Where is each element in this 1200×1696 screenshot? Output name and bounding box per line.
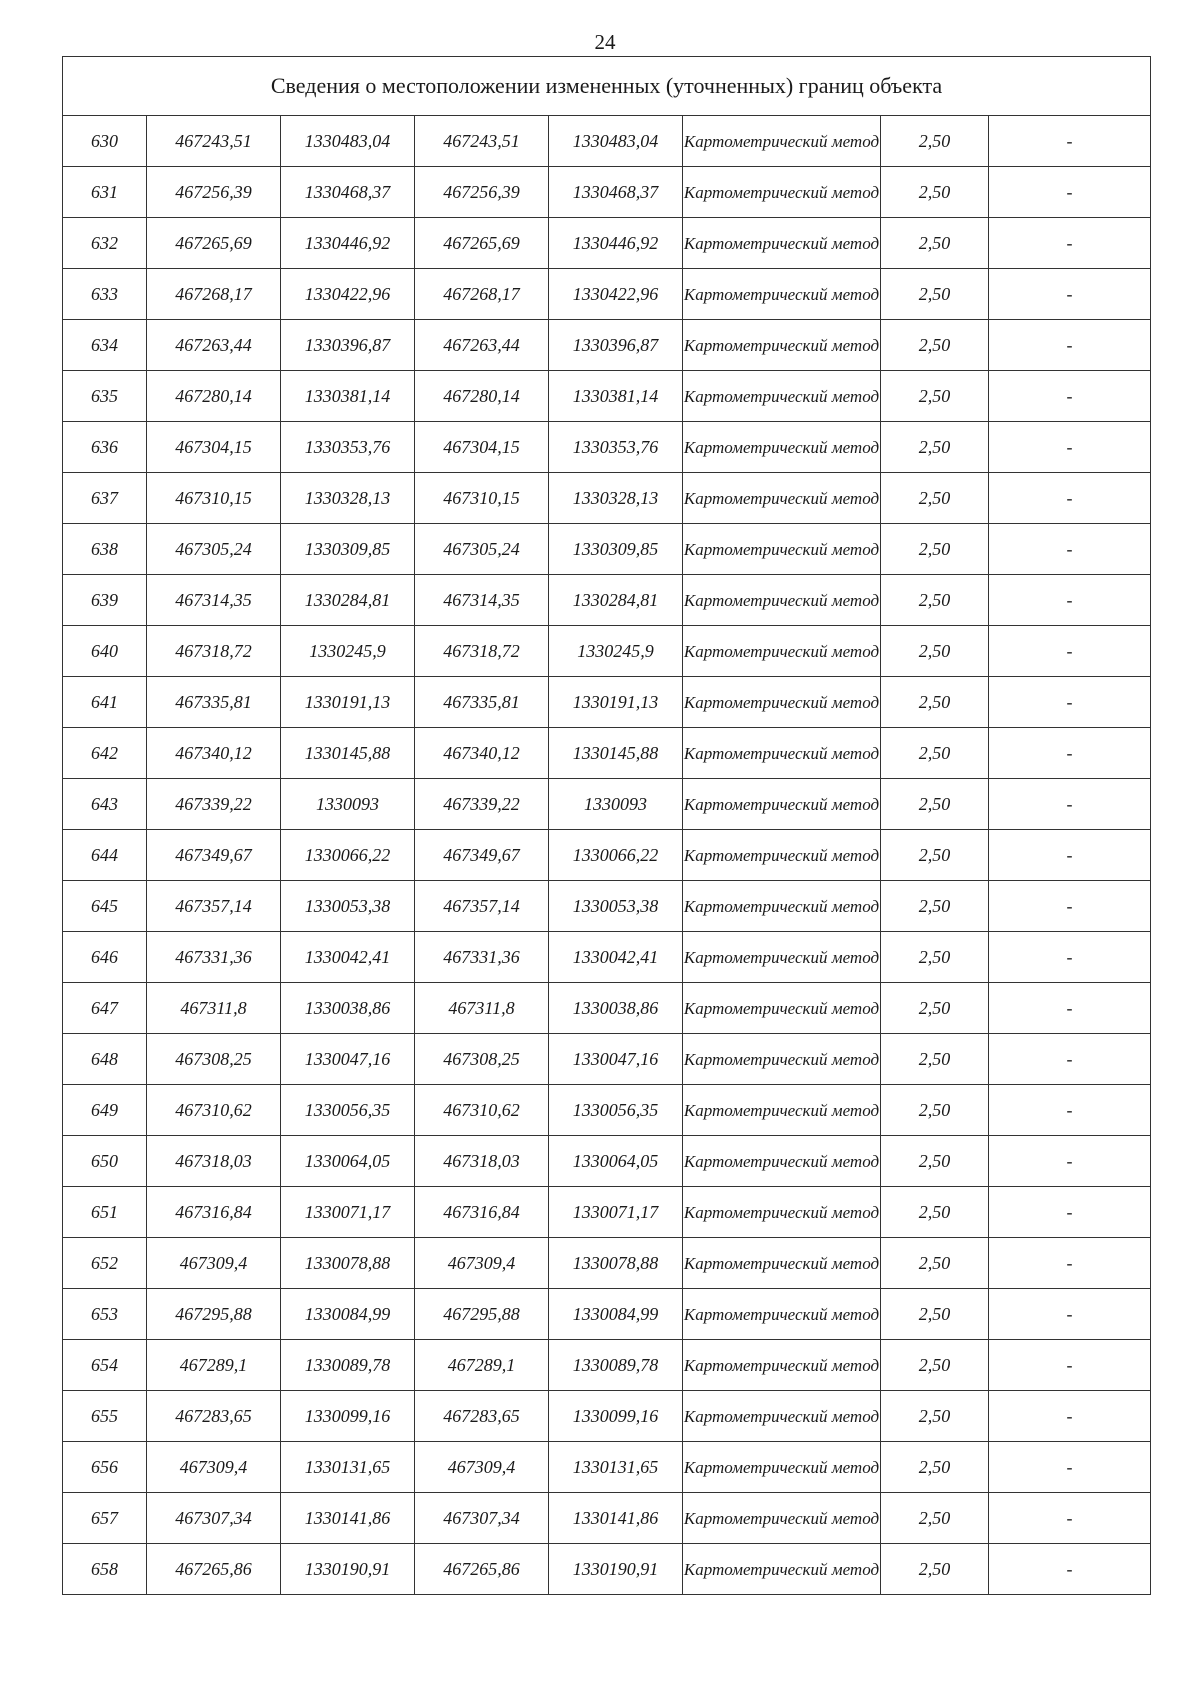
accuracy-cell: 2,50 bbox=[881, 830, 989, 881]
description-cell: - bbox=[989, 218, 1151, 269]
description-cell: - bbox=[989, 881, 1151, 932]
method-cell: Картометрический метод bbox=[683, 1289, 881, 1340]
description-cell: - bbox=[989, 932, 1151, 983]
table-row bbox=[63, 473, 1151, 524]
accuracy-cell: 2,50 bbox=[881, 983, 989, 1034]
table-row bbox=[63, 167, 1151, 218]
accuracy-cell: 2,50 bbox=[881, 473, 989, 524]
table-row bbox=[63, 1544, 1151, 1595]
y-existing-cell: 1330328,13 bbox=[281, 473, 415, 524]
y-new-cell: 1330089,78 bbox=[549, 1340, 683, 1391]
y-new-cell: 1330056,35 bbox=[549, 1085, 683, 1136]
method-cell: Картометрический метод bbox=[683, 1442, 881, 1493]
table-row bbox=[63, 1238, 1151, 1289]
y-existing-cell: 1330084,99 bbox=[281, 1289, 415, 1340]
point-number-cell: 654 bbox=[63, 1340, 147, 1391]
accuracy-cell: 2,50 bbox=[881, 677, 989, 728]
accuracy-cell: 2,50 bbox=[881, 167, 989, 218]
point-number-cell: 639 bbox=[63, 575, 147, 626]
method-cell: Картометрический метод bbox=[683, 524, 881, 575]
accuracy-cell: 2,50 bbox=[881, 932, 989, 983]
description-cell: - bbox=[989, 1085, 1151, 1136]
description-cell: - bbox=[989, 269, 1151, 320]
y-existing-cell: 1330078,88 bbox=[281, 1238, 415, 1289]
y-new-cell: 1330053,38 bbox=[549, 881, 683, 932]
accuracy-cell: 2,50 bbox=[881, 1034, 989, 1085]
description-cell: - bbox=[989, 473, 1151, 524]
table-row bbox=[63, 218, 1151, 269]
x-new-cell: 467265,69 bbox=[415, 218, 549, 269]
boundary-coordinates-table bbox=[62, 56, 1151, 1595]
description-cell: - bbox=[989, 1493, 1151, 1544]
x-new-cell: 467310,62 bbox=[415, 1085, 549, 1136]
accuracy-cell: 2,50 bbox=[881, 218, 989, 269]
accuracy-cell: 2,50 bbox=[881, 422, 989, 473]
y-existing-cell: 1330245,9 bbox=[281, 626, 415, 677]
method-cell: Картометрический метод bbox=[683, 1493, 881, 1544]
accuracy-cell: 2,50 bbox=[881, 1340, 989, 1391]
x-new-cell: 467318,03 bbox=[415, 1136, 549, 1187]
table-row bbox=[63, 728, 1151, 779]
x-existing-cell: 467331,36 bbox=[147, 932, 281, 983]
y-existing-cell: 1330353,76 bbox=[281, 422, 415, 473]
description-cell: - bbox=[989, 983, 1151, 1034]
x-new-cell: 467349,67 bbox=[415, 830, 549, 881]
x-new-cell: 467311,8 bbox=[415, 983, 549, 1034]
y-existing-cell: 1330422,96 bbox=[281, 269, 415, 320]
accuracy-cell: 2,50 bbox=[881, 1442, 989, 1493]
method-cell: Картометрический метод bbox=[683, 422, 881, 473]
point-number-cell: 643 bbox=[63, 779, 147, 830]
x-new-cell: 467295,88 bbox=[415, 1289, 549, 1340]
table-row bbox=[63, 830, 1151, 881]
x-new-cell: 467243,51 bbox=[415, 116, 549, 167]
method-cell: Картометрический метод bbox=[683, 116, 881, 167]
accuracy-cell: 2,50 bbox=[881, 269, 989, 320]
table-row bbox=[63, 575, 1151, 626]
x-existing-cell: 467309,4 bbox=[147, 1442, 281, 1493]
point-number-cell: 635 bbox=[63, 371, 147, 422]
table-row bbox=[63, 983, 1151, 1034]
y-new-cell: 1330191,13 bbox=[549, 677, 683, 728]
description-cell: - bbox=[989, 1187, 1151, 1238]
y-new-cell: 1330064,05 bbox=[549, 1136, 683, 1187]
description-cell: - bbox=[989, 167, 1151, 218]
y-existing-cell: 1330089,78 bbox=[281, 1340, 415, 1391]
description-cell: - bbox=[989, 524, 1151, 575]
x-new-cell: 467305,24 bbox=[415, 524, 549, 575]
accuracy-cell: 2,50 bbox=[881, 1289, 989, 1340]
method-cell: Картометрический метод bbox=[683, 218, 881, 269]
accuracy-cell: 2,50 bbox=[881, 779, 989, 830]
description-cell: - bbox=[989, 422, 1151, 473]
x-new-cell: 467308,25 bbox=[415, 1034, 549, 1085]
y-new-cell: 1330084,99 bbox=[549, 1289, 683, 1340]
accuracy-cell: 2,50 bbox=[881, 1187, 989, 1238]
table-row bbox=[63, 1085, 1151, 1136]
y-existing-cell: 1330047,16 bbox=[281, 1034, 415, 1085]
accuracy-cell: 2,50 bbox=[881, 575, 989, 626]
y-new-cell: 1330071,17 bbox=[549, 1187, 683, 1238]
point-number-cell: 651 bbox=[63, 1187, 147, 1238]
x-new-cell: 467283,65 bbox=[415, 1391, 549, 1442]
method-cell: Картометрический метод bbox=[683, 320, 881, 371]
x-new-cell: 467318,72 bbox=[415, 626, 549, 677]
point-number-cell: 652 bbox=[63, 1238, 147, 1289]
y-existing-cell: 1330042,41 bbox=[281, 932, 415, 983]
accuracy-cell: 2,50 bbox=[881, 728, 989, 779]
y-new-cell: 1330047,16 bbox=[549, 1034, 683, 1085]
method-cell: Картометрический метод bbox=[683, 932, 881, 983]
y-new-cell: 1330422,96 bbox=[549, 269, 683, 320]
point-number-cell: 648 bbox=[63, 1034, 147, 1085]
accuracy-cell: 2,50 bbox=[881, 116, 989, 167]
method-cell: Картометрический метод bbox=[683, 677, 881, 728]
y-new-cell: 1330396,87 bbox=[549, 320, 683, 371]
x-existing-cell: 467263,44 bbox=[147, 320, 281, 371]
x-existing-cell: 467256,39 bbox=[147, 167, 281, 218]
x-new-cell: 467331,36 bbox=[415, 932, 549, 983]
point-number-cell: 645 bbox=[63, 881, 147, 932]
x-new-cell: 467309,4 bbox=[415, 1238, 549, 1289]
point-number-cell: 634 bbox=[63, 320, 147, 371]
description-cell: - bbox=[989, 575, 1151, 626]
y-new-cell: 1330190,91 bbox=[549, 1544, 683, 1595]
x-new-cell: 467280,14 bbox=[415, 371, 549, 422]
description-cell: - bbox=[989, 626, 1151, 677]
x-new-cell: 467304,15 bbox=[415, 422, 549, 473]
method-cell: Картометрический метод bbox=[683, 1034, 881, 1085]
y-existing-cell: 1330038,86 bbox=[281, 983, 415, 1034]
x-existing-cell: 467357,14 bbox=[147, 881, 281, 932]
table-row bbox=[63, 1034, 1151, 1085]
accuracy-cell: 2,50 bbox=[881, 371, 989, 422]
y-existing-cell: 1330093 bbox=[281, 779, 415, 830]
y-existing-cell: 1330284,81 bbox=[281, 575, 415, 626]
table-row bbox=[63, 1442, 1151, 1493]
point-number-cell: 638 bbox=[63, 524, 147, 575]
x-existing-cell: 467316,84 bbox=[147, 1187, 281, 1238]
x-existing-cell: 467307,34 bbox=[147, 1493, 281, 1544]
y-existing-cell: 1330309,85 bbox=[281, 524, 415, 575]
method-cell: Картометрический метод bbox=[683, 1544, 881, 1595]
x-existing-cell: 467335,81 bbox=[147, 677, 281, 728]
y-new-cell: 1330099,16 bbox=[549, 1391, 683, 1442]
y-existing-cell: 1330483,04 bbox=[281, 116, 415, 167]
point-number-cell: 646 bbox=[63, 932, 147, 983]
table-row bbox=[63, 1187, 1151, 1238]
y-new-cell: 1330328,13 bbox=[549, 473, 683, 524]
y-new-cell: 1330131,65 bbox=[549, 1442, 683, 1493]
method-cell: Картометрический метод bbox=[683, 779, 881, 830]
table-row bbox=[63, 320, 1151, 371]
table-title: Сведения о местоположении измененных (уточненных) границ объекта bbox=[63, 57, 1151, 116]
point-number-cell: 633 bbox=[63, 269, 147, 320]
x-new-cell: 467256,39 bbox=[415, 167, 549, 218]
method-cell: Картометрический метод bbox=[683, 1136, 881, 1187]
x-existing-cell: 467295,88 bbox=[147, 1289, 281, 1340]
y-new-cell: 1330446,92 bbox=[549, 218, 683, 269]
y-existing-cell: 1330468,37 bbox=[281, 167, 415, 218]
y-existing-cell: 1330071,17 bbox=[281, 1187, 415, 1238]
point-number-cell: 647 bbox=[63, 983, 147, 1034]
y-existing-cell: 1330396,87 bbox=[281, 320, 415, 371]
x-new-cell: 467316,84 bbox=[415, 1187, 549, 1238]
accuracy-cell: 2,50 bbox=[881, 1085, 989, 1136]
point-number-cell: 655 bbox=[63, 1391, 147, 1442]
table-row bbox=[63, 116, 1151, 167]
description-cell: - bbox=[989, 1340, 1151, 1391]
x-existing-cell: 467304,15 bbox=[147, 422, 281, 473]
x-new-cell: 467340,12 bbox=[415, 728, 549, 779]
x-existing-cell: 467310,62 bbox=[147, 1085, 281, 1136]
point-number-cell: 642 bbox=[63, 728, 147, 779]
point-number-cell: 658 bbox=[63, 1544, 147, 1595]
x-existing-cell: 467310,15 bbox=[147, 473, 281, 524]
point-number-cell: 641 bbox=[63, 677, 147, 728]
x-new-cell: 467307,34 bbox=[415, 1493, 549, 1544]
y-existing-cell: 1330064,05 bbox=[281, 1136, 415, 1187]
x-existing-cell: 467309,4 bbox=[147, 1238, 281, 1289]
x-new-cell: 467314,35 bbox=[415, 575, 549, 626]
description-cell: - bbox=[989, 1391, 1151, 1442]
x-new-cell: 467339,22 bbox=[415, 779, 549, 830]
method-cell: Картометрический метод bbox=[683, 269, 881, 320]
x-new-cell: 467335,81 bbox=[415, 677, 549, 728]
method-cell: Картометрический метод bbox=[683, 1391, 881, 1442]
point-number-cell: 637 bbox=[63, 473, 147, 524]
y-existing-cell: 1330381,14 bbox=[281, 371, 415, 422]
table-row bbox=[63, 1136, 1151, 1187]
description-cell: - bbox=[989, 830, 1151, 881]
x-existing-cell: 467308,25 bbox=[147, 1034, 281, 1085]
x-existing-cell: 467339,22 bbox=[147, 779, 281, 830]
y-new-cell: 1330381,14 bbox=[549, 371, 683, 422]
table-row bbox=[63, 779, 1151, 830]
method-cell: Картометрический метод bbox=[683, 983, 881, 1034]
x-existing-cell: 467265,69 bbox=[147, 218, 281, 269]
accuracy-cell: 2,50 bbox=[881, 626, 989, 677]
table-row bbox=[63, 881, 1151, 932]
x-existing-cell: 467318,03 bbox=[147, 1136, 281, 1187]
y-new-cell: 1330066,22 bbox=[549, 830, 683, 881]
description-cell: - bbox=[989, 371, 1151, 422]
method-cell: Картометрический метод bbox=[683, 473, 881, 524]
description-cell: - bbox=[989, 320, 1151, 371]
x-existing-cell: 467318,72 bbox=[147, 626, 281, 677]
method-cell: Картометрический метод bbox=[683, 728, 881, 779]
y-new-cell: 1330141,86 bbox=[549, 1493, 683, 1544]
accuracy-cell: 2,50 bbox=[881, 1544, 989, 1595]
x-new-cell: 467310,15 bbox=[415, 473, 549, 524]
method-cell: Картометрический метод bbox=[683, 830, 881, 881]
y-new-cell: 1330284,81 bbox=[549, 575, 683, 626]
table-row bbox=[63, 1493, 1151, 1544]
y-existing-cell: 1330446,92 bbox=[281, 218, 415, 269]
y-new-cell: 1330353,76 bbox=[549, 422, 683, 473]
point-number-cell: 653 bbox=[63, 1289, 147, 1340]
y-new-cell: 1330245,9 bbox=[549, 626, 683, 677]
y-new-cell: 1330483,04 bbox=[549, 116, 683, 167]
y-existing-cell: 1330131,65 bbox=[281, 1442, 415, 1493]
y-existing-cell: 1330145,88 bbox=[281, 728, 415, 779]
accuracy-cell: 2,50 bbox=[881, 1493, 989, 1544]
accuracy-cell: 2,50 bbox=[881, 524, 989, 575]
accuracy-cell: 2,50 bbox=[881, 1391, 989, 1442]
y-new-cell: 1330078,88 bbox=[549, 1238, 683, 1289]
table-row bbox=[63, 626, 1151, 677]
y-existing-cell: 1330056,35 bbox=[281, 1085, 415, 1136]
description-cell: - bbox=[989, 116, 1151, 167]
accuracy-cell: 2,50 bbox=[881, 1136, 989, 1187]
table-row bbox=[63, 1340, 1151, 1391]
method-cell: Картометрический метод bbox=[683, 167, 881, 218]
table-row bbox=[63, 524, 1151, 575]
x-existing-cell: 467314,35 bbox=[147, 575, 281, 626]
x-new-cell: 467357,14 bbox=[415, 881, 549, 932]
method-cell: Картометрический метод bbox=[683, 371, 881, 422]
x-existing-cell: 467283,65 bbox=[147, 1391, 281, 1442]
description-cell: - bbox=[989, 1238, 1151, 1289]
accuracy-cell: 2,50 bbox=[881, 881, 989, 932]
description-cell: - bbox=[989, 677, 1151, 728]
x-new-cell: 467265,86 bbox=[415, 1544, 549, 1595]
x-new-cell: 467309,4 bbox=[415, 1442, 549, 1493]
table-row bbox=[63, 677, 1151, 728]
page-number: 24 bbox=[594, 30, 616, 54]
description-cell: - bbox=[989, 1544, 1151, 1595]
method-cell: Картометрический метод bbox=[683, 1085, 881, 1136]
method-cell: Картометрический метод bbox=[683, 1187, 881, 1238]
method-cell: Картометрический метод bbox=[683, 1340, 881, 1391]
x-existing-cell: 467268,17 bbox=[147, 269, 281, 320]
x-existing-cell: 467280,14 bbox=[147, 371, 281, 422]
description-cell: - bbox=[989, 1136, 1151, 1187]
x-existing-cell: 467340,12 bbox=[147, 728, 281, 779]
table-row bbox=[63, 422, 1151, 473]
y-new-cell: 1330468,37 bbox=[549, 167, 683, 218]
x-new-cell: 467289,1 bbox=[415, 1340, 549, 1391]
description-cell: - bbox=[989, 1034, 1151, 1085]
point-number-cell: 631 bbox=[63, 167, 147, 218]
point-number-cell: 640 bbox=[63, 626, 147, 677]
y-new-cell: 1330042,41 bbox=[549, 932, 683, 983]
accuracy-cell: 2,50 bbox=[881, 320, 989, 371]
point-number-cell: 630 bbox=[63, 116, 147, 167]
x-existing-cell: 467349,67 bbox=[147, 830, 281, 881]
y-existing-cell: 1330190,91 bbox=[281, 1544, 415, 1595]
x-existing-cell: 467265,86 bbox=[147, 1544, 281, 1595]
table-row bbox=[63, 1391, 1151, 1442]
point-number-cell: 656 bbox=[63, 1442, 147, 1493]
x-new-cell: 467268,17 bbox=[415, 269, 549, 320]
x-existing-cell: 467305,24 bbox=[147, 524, 281, 575]
x-existing-cell: 467243,51 bbox=[147, 116, 281, 167]
point-number-cell: 650 bbox=[63, 1136, 147, 1187]
method-cell: Картометрический метод bbox=[683, 881, 881, 932]
y-new-cell: 1330093 bbox=[549, 779, 683, 830]
method-cell: Картометрический метод bbox=[683, 626, 881, 677]
table-row bbox=[63, 371, 1151, 422]
y-existing-cell: 1330053,38 bbox=[281, 881, 415, 932]
x-existing-cell: 467289,1 bbox=[147, 1340, 281, 1391]
point-number-cell: 657 bbox=[63, 1493, 147, 1544]
description-cell: - bbox=[989, 779, 1151, 830]
point-number-cell: 632 bbox=[63, 218, 147, 269]
description-cell: - bbox=[989, 1442, 1151, 1493]
description-cell: - bbox=[989, 1289, 1151, 1340]
y-existing-cell: 1330191,13 bbox=[281, 677, 415, 728]
y-existing-cell: 1330099,16 bbox=[281, 1391, 415, 1442]
accuracy-cell: 2,50 bbox=[881, 1238, 989, 1289]
table-row bbox=[63, 269, 1151, 320]
method-cell: Картометрический метод bbox=[683, 1238, 881, 1289]
table-row bbox=[63, 932, 1151, 983]
point-number-cell: 636 bbox=[63, 422, 147, 473]
x-existing-cell: 467311,8 bbox=[147, 983, 281, 1034]
method-cell: Картометрический метод bbox=[683, 575, 881, 626]
description-cell: - bbox=[989, 728, 1151, 779]
y-existing-cell: 1330066,22 bbox=[281, 830, 415, 881]
y-new-cell: 1330309,85 bbox=[549, 524, 683, 575]
table-row bbox=[63, 1289, 1151, 1340]
y-new-cell: 1330038,86 bbox=[549, 983, 683, 1034]
x-new-cell: 467263,44 bbox=[415, 320, 549, 371]
point-number-cell: 644 bbox=[63, 830, 147, 881]
point-number-cell: 649 bbox=[63, 1085, 147, 1136]
y-new-cell: 1330145,88 bbox=[549, 728, 683, 779]
y-existing-cell: 1330141,86 bbox=[281, 1493, 415, 1544]
